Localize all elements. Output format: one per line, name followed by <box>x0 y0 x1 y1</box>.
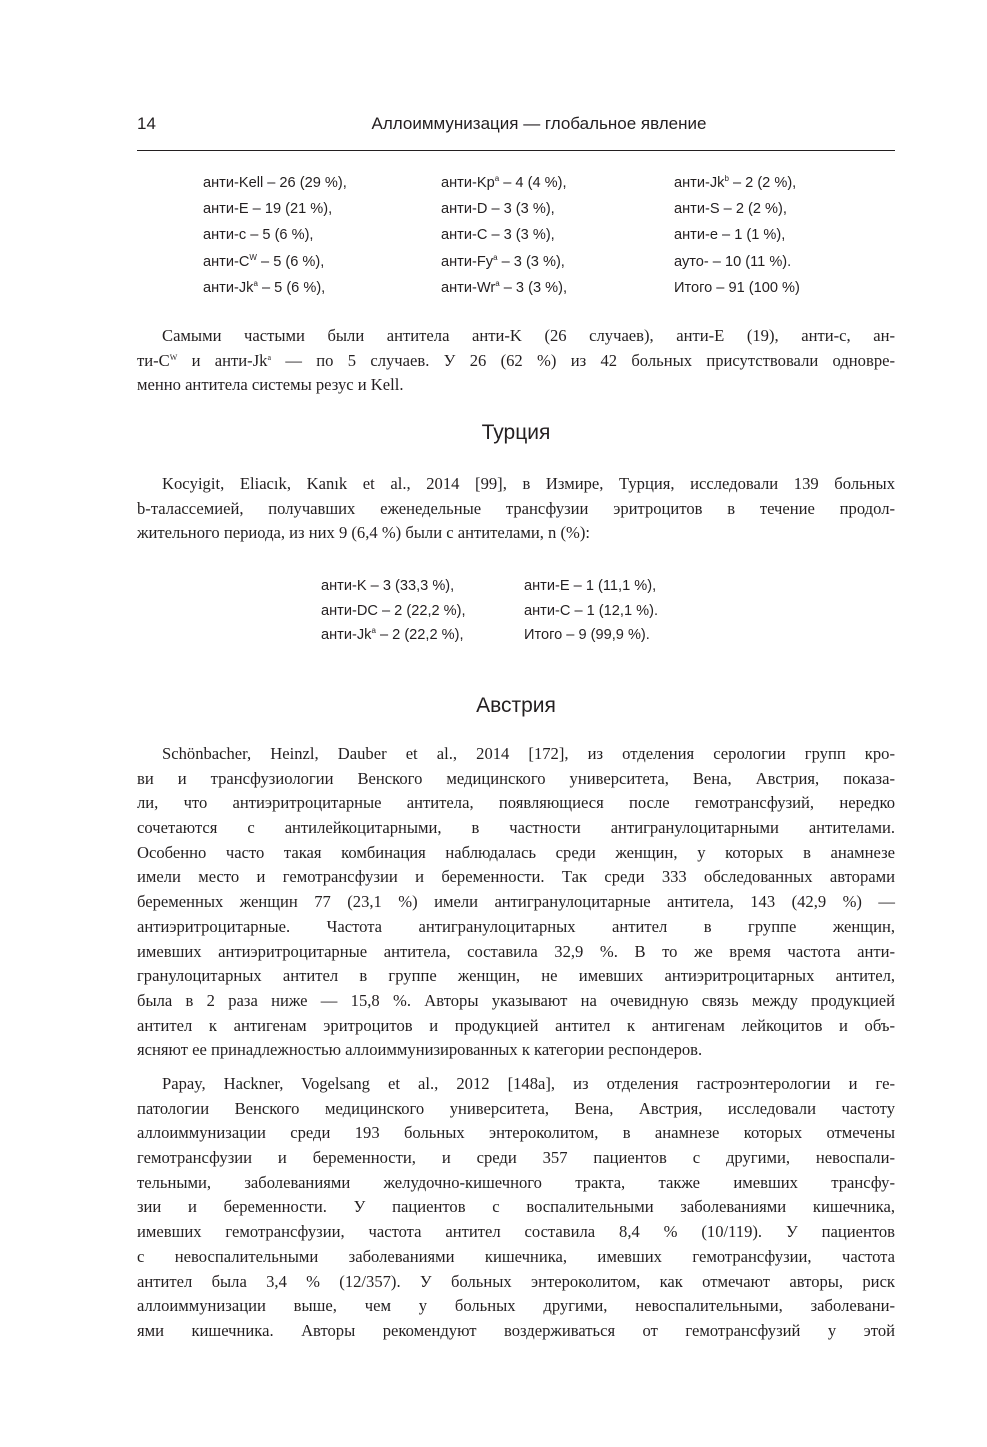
superscript: a <box>493 252 498 262</box>
text-line <box>137 742 895 767</box>
paragraph-4 <box>137 1072 895 1344</box>
list-item <box>441 201 555 217</box>
superscript: W <box>249 252 257 262</box>
list-item <box>321 627 464 643</box>
text-segment: анти-DC – 2 (22,2 %), <box>321 602 466 619</box>
text-line <box>137 1294 895 1319</box>
text-segment: b-талассемией, получавших еженедельные трансфузии эритроцитов в течение продол- <box>137 498 895 518</box>
text-segment: имели место и гемотрансфузии и беременности. Так среди 333 обследованных авторами <box>137 867 895 887</box>
text-line <box>137 816 895 841</box>
list-item <box>203 201 332 217</box>
text-segment: Самыми частыми были антитела анти-K (26 случаев), анти-E (19), анти-c, ан- <box>162 326 895 345</box>
text-segment: Итого – 9 (99,9 %). <box>524 627 650 643</box>
text-segment: гранулоцитарных антител в группе женщин, не имевших антиэритроцитарных антител, <box>137 966 895 986</box>
text-segment: Особенно часто такая комбинация наблюдалась среди женщин, у которых в анамнезе <box>137 842 895 862</box>
superscript: W <box>169 352 178 362</box>
list-item <box>441 280 567 296</box>
text-line <box>137 1121 895 1146</box>
text-line <box>137 791 895 816</box>
text-line <box>137 1072 895 1097</box>
text-segment: Schönbacher, Heinzl, Dauber et al., 2014 [172], из отделения серологии групп кро- <box>162 744 895 763</box>
text-segment: аллоиммунизации среди 193 больных энтероколитом, в анамнезе которых отмечены <box>137 1123 895 1143</box>
text-line <box>137 865 895 890</box>
text-line <box>137 1270 895 1295</box>
text-segment: аллоиммунизации выше, чем у больных другими, невоспалительными, заболевани- <box>137 1296 895 1316</box>
superscript: a <box>371 626 376 635</box>
text-segment: анти-Jk <box>321 627 372 643</box>
text-segment: анти-Wr <box>441 279 496 296</box>
text-segment: патологии Венского медицинского университета, Вена, Австрия, исследовали частоту <box>137 1098 895 1118</box>
page-number: 14 <box>137 114 156 133</box>
text-segment: ями кишечника. Авторы рекомендуют воздерживаться от гемотрансфузий у этой <box>137 1320 895 1340</box>
text-segment: Итого – 91 (100 %) <box>674 279 800 296</box>
text-segment: зии и беременности. У пациентов с воспалительными заболеваниями кишечника, <box>137 1197 895 1217</box>
text-line <box>137 1220 895 1245</box>
text-segment: ауто- – 10 (11 %). <box>674 253 792 270</box>
text-segment: анти-C – 1 (12,1 %). <box>524 602 659 619</box>
text-segment: антител была 3,4 % (12/357). У больных энтероколитом, как отмечают авторы, риск <box>137 1271 895 1291</box>
text-segment: – 2 (2 %), <box>728 175 797 191</box>
text-segment: анти-Kp <box>441 175 495 191</box>
paragraph-2 <box>137 472 895 546</box>
paragraph-1 <box>137 324 895 398</box>
text-segment: Papay, Hackner, Vogelsang et al., 2012 [148a], из отделения гастроэнтерологии и ге- <box>162 1074 895 1093</box>
text-segment: анти-Jk <box>674 175 725 191</box>
text-segment: анти-C <box>203 253 250 270</box>
text-segment: анти-K – 3 (33,3 %), <box>321 578 455 594</box>
list-item <box>441 227 555 243</box>
superscript: a <box>494 174 500 183</box>
text-line <box>137 324 895 349</box>
text-segment: имевших антиэритроцитарные антитела, составила 32,9 %. В то же время частота анти- <box>137 941 895 961</box>
list-item <box>674 175 796 191</box>
text-segment: и анти-Jk <box>177 350 268 370</box>
text-segment: анти-Jk <box>203 279 254 296</box>
text-segment: ви и трансфузиологии Венского медицинского университета, Вена, Австрия, показа- <box>137 768 895 788</box>
text-line <box>137 497 895 522</box>
list-item <box>674 254 791 270</box>
text-segment: антител к антигенам эритроцитов и продукцией антител к антигенам лейкоцитов и объ- <box>137 1015 895 1035</box>
running-title: Аллоиммунизация — глобальное явление <box>371 114 707 133</box>
text-segment: тельными, заболеваниями желудочно-кишечного тракта, также имевших трансфу- <box>137 1172 895 1192</box>
text-line <box>137 841 895 866</box>
list-item <box>203 280 325 296</box>
list-item <box>674 227 785 243</box>
text-segment: ясняют ее принадлежностью аллоиммунизированных к категории респондеров. <box>137 1040 703 1060</box>
list-item <box>203 175 347 191</box>
text-line <box>137 890 895 915</box>
text-segment: жительного периода, из них 9 (6,4 %) были с антителами, n (%): <box>137 523 590 543</box>
text-segment: анти-E – 1 (11,1 %), <box>524 578 657 594</box>
text-line <box>137 940 895 965</box>
text-segment: Kocyigit, Eliacık, Kanık et al., 2014 [99], в Измире, Турция, исследовали 139 больных <box>162 474 895 493</box>
text-segment: – 3 (3 %), <box>499 279 568 296</box>
text-line <box>137 767 895 792</box>
superscript: b <box>724 174 729 183</box>
list-item <box>203 254 324 270</box>
text-segment: анти-E – 19 (21 %), <box>203 201 333 218</box>
paragraph-3 <box>137 742 895 1063</box>
text-line <box>137 349 895 374</box>
text-segment: – 5 (6 %), <box>256 253 325 270</box>
superscript: a <box>267 352 272 362</box>
list-item <box>203 227 314 243</box>
text-segment: гемотрансфузии и беременности, и среди 357 пациентов с другими, невоспали- <box>137 1148 895 1168</box>
text-line <box>137 472 895 497</box>
text-line <box>137 1038 895 1063</box>
text-line <box>137 964 895 989</box>
text-segment: анти-D – 3 (3 %), <box>441 201 555 218</box>
text-segment: – 4 (4 %), <box>499 175 567 191</box>
text-segment: ти-C <box>137 350 170 370</box>
text-line <box>137 373 895 398</box>
text-segment: — по 5 случаев. У 26 (62 %) из 42 больных присутствовали одновре- <box>271 350 896 370</box>
text-line <box>137 1319 895 1344</box>
text-segment: анти-Kell – 26 (29 %), <box>203 175 347 191</box>
text-line <box>137 1245 895 1270</box>
text-segment: – 5 (6 %), <box>257 279 326 296</box>
text-line <box>137 1014 895 1039</box>
list-item <box>674 280 800 296</box>
text-segment: менно антитела системы резус и Kell. <box>137 375 404 395</box>
list-item <box>321 578 454 594</box>
text-segment: имевших гемотрансфузии, частота антител составила 8,4 % (10/119). У пациентов <box>137 1222 895 1242</box>
text-segment: анти-e – 1 (1 %), <box>674 227 786 244</box>
text-segment: анти-C – 3 (3 %), <box>441 227 555 244</box>
text-line <box>137 1146 895 1171</box>
text-line <box>137 915 895 940</box>
text-segment: сочетаются с антилейкоцитарными, в частности антигранулоцитарными антителами. <box>137 818 895 838</box>
text-segment: была в 2 раза ниже — 15,8 %. Авторы указывают на очевидную связь между продукцией <box>137 990 895 1010</box>
text-segment: анти-S – 2 (2 %), <box>674 201 787 218</box>
text-line <box>137 1171 895 1196</box>
text-line <box>137 1195 895 1220</box>
text-segment: ли, что антиэритроцитарные антитела, появляющиеся после гемотрансфузий, нередко <box>137 793 895 813</box>
superscript: a <box>253 278 258 288</box>
superscript: a <box>495 278 500 288</box>
text-segment: с невоспалительными заболеваниями кишечника, имевших гемотрансфузии, частота <box>137 1246 895 1266</box>
list-item <box>524 627 650 643</box>
text-line <box>137 989 895 1014</box>
list-item <box>674 201 787 217</box>
text-segment: анти-Fy <box>441 253 494 270</box>
text-line <box>137 1097 895 1122</box>
list-item <box>524 603 658 619</box>
list-item <box>441 254 565 270</box>
heading-austria: Австрия <box>476 694 556 717</box>
list-item <box>321 603 466 619</box>
list-item <box>524 578 656 594</box>
list-item <box>441 175 567 191</box>
text-segment: – 3 (3 %), <box>497 253 565 270</box>
text-segment: анти-c – 5 (6 %), <box>203 227 314 244</box>
text-segment: – 2 (22,2 %), <box>375 627 464 643</box>
text-segment: беременных женщин 77 (23,1 %) имели антигранулоцитарные антитела, 143 (42,9 %) — <box>137 892 895 912</box>
header-rule <box>137 150 895 151</box>
heading-turkey: Турция <box>481 421 551 444</box>
text-segment: антиэритроцитарные. Частота антигранулоцитарных антител в группе женщин, <box>137 916 895 936</box>
text-line <box>137 521 895 546</box>
